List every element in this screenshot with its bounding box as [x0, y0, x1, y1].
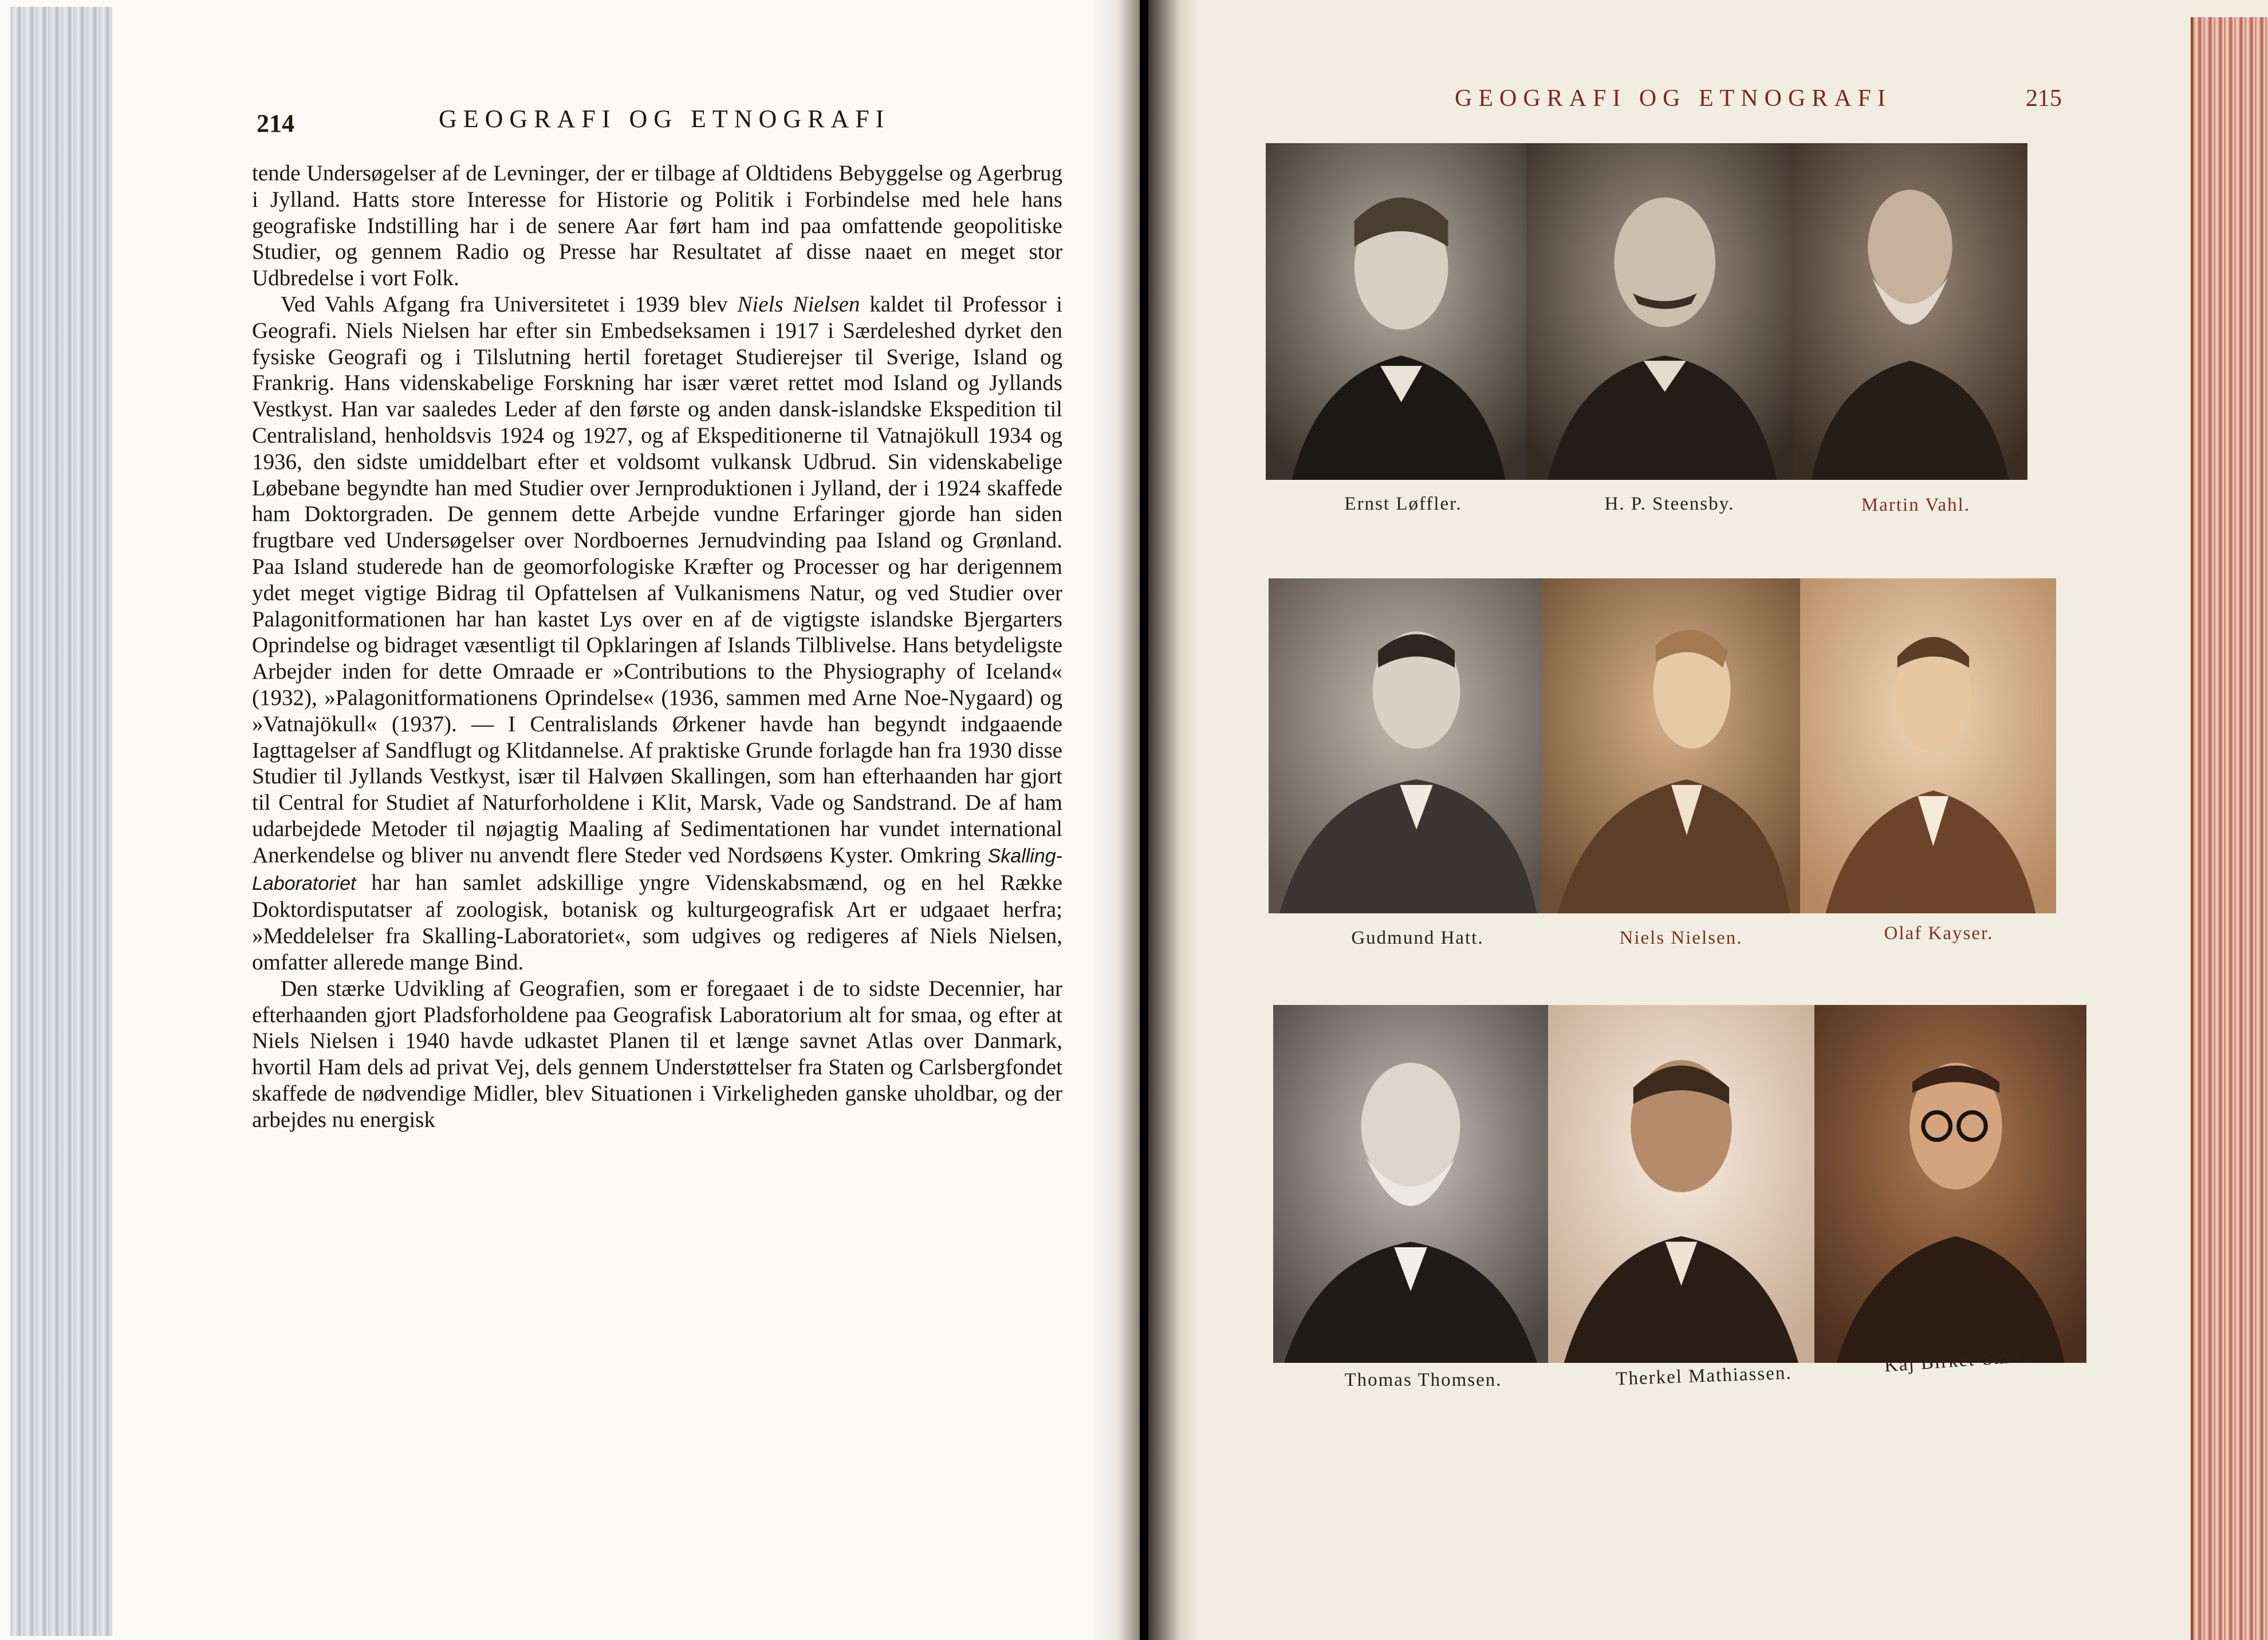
portrait-caption: Niels Nielsen.	[1619, 928, 1743, 948]
page-number: 215	[2026, 85, 2062, 112]
portrait-photo	[1526, 143, 1793, 480]
paragraph: tende Undersøgelser af de Levninger, der er tilbage af Oldtidens Bebyggelse og Agerbrug i Jylland. Hatts store Interesse for Historie og Politik i Forbindelse med hele hans geografiske Indstilling har i de senere Aar ført ham ind paa omfattende geopolitiske Studier, og gennem Radio og Presse har Resultatet af disse naaet en meget stor Udbredelse i vort Folk.	[252, 161, 1062, 291]
portrait-row-3	[1273, 1005, 2086, 1363]
portrait-row-1	[1266, 143, 2027, 480]
italic-name: Skalling-Laboratoriet	[252, 845, 1062, 894]
portrait-caption: Martin Vahl.	[1861, 495, 1971, 515]
portrait-caption: H. P. Steensby.	[1604, 494, 1735, 514]
page-number: 214	[257, 109, 294, 137]
portrait-row-2	[1269, 578, 2056, 913]
italic-name: Niels Nielsen	[737, 291, 860, 317]
portrait-caption: Ernst Løffler.	[1344, 494, 1462, 514]
portrait-photo	[1542, 578, 1800, 913]
running-head: GEOGRAFI OG ETNOGRAFI	[439, 105, 891, 133]
portrait-caption: Gudmund Hatt.	[1351, 928, 1484, 948]
portrait-photo	[1273, 1005, 1548, 1363]
body-text	[252, 160, 1062, 1409]
running-head: GEOGRAFI OG ETNOGRAFI	[1455, 85, 1892, 112]
portrait-caption: Thomas Thomsen.	[1344, 1370, 1502, 1390]
left-page-header	[257, 104, 1064, 150]
portrait-photo	[1793, 143, 2027, 480]
right-page-header	[1455, 85, 2062, 125]
portrait-caption: Therkel Mathiassen.	[1615, 1362, 1793, 1390]
portrait-photo	[1269, 578, 1542, 913]
paragraph: Ved Vahls Afgang fra Universitetet i 1939 blev Niels Nielsen kaldet til Professor i Geografi. Niels Nielsen har efter sin Embedseksamen i 1917 i Særdeleshed dyrket den fysiske Geografi og i Tilslutning hertil foretaget Studierejser til Sverige, Island og Frankrig. Hans videnskabelige Forskning har især været rettet mod Island og Jyllands Vestkyst. Han var saaledes Leder af den første og anden dansk-islandske Ekspedition til Centralisland, henholdsvis 1924 og 1927, og af Ekspeditionerne til Vatnajökull 1934 og 1936, den sidste umiddelbart efter et voldsomt vulkansk Udbrud. Sin videnskabelige Løbebane begyndte han med Studier over Jernproduktionen i Jylland, der i 1924 skaffede ham Doktorgraden. De gennem dette Arbejde vundne Erfaringer gjorde han siden frugtbare ved Undersøgelser over Nordboernes Jernudvinding paa Island og Grønland. Paa Island studerede han de geomorfologiske Kræfter og Processer og har derigennem ydet meget vigtige Bidrag til Opfattelsen af Vulkanismens Natur, og ved Studier over Palagonitformationen har han kastet Lys over en af de vigtigste islandske Bjergarters Oprindelse og bidraget væsentligt til Opklaringen af Islands Tilblivelse. Hans betydeligste Arbejder inden for dette Omraade er »Contributions to the Physiography of Iceland« (1932), »Palagonitformationens Oprindelse« (1936, sammen med Arne Noe-Nygaard) og »Vatnajökull« (1937). — I Centralislands Ørkener havde han begyndt indgaaende Iagttagelser af Sandflugt og Klitdannelse. Af praktiske Grunde forlagde han fra 1930 disse Studier til Jyllands Vestkyst, især til Halvøen Skallingen, som han efterhaanden har gjort til Central for Studiet af Naturforholdene i Klit, Marsk, Vade og Sandstrand. De af ham udarbejdede Metoder til nøjagtig Maaling af Sedimentationen har vundet international Anerkendelse og bliver nu anvendt flere Steder ved Nordsøens Kyster. Omkring Skalling-Laboratoriet har han samlet adskillige yngre Videnskabsmænd, og en hel Række Doktordisputatser af zoologisk, botanisk og kulturgeografisk Art er udgaaet herfra; »Meddelelser fra Skalling-Laboratoriet«, som udgives og redigeres af Niels Nielsen, omfatter allerede mange Bind.	[252, 291, 1062, 975]
portrait-photo	[1266, 143, 1526, 480]
portrait-caption: Olaf Kayser.	[1884, 923, 1994, 944]
portrait-caption: Kaj Birket-Smith.	[1883, 1345, 2040, 1377]
portrait-photo	[1800, 578, 2056, 913]
paragraph: Den stærke Udvikling af Geografien, som er foregaaet i de to sidste Decennier, har efterhaanden gjort Pladsforholdene paa Geografisk Laboratorium alt for smaa, og efter at Niels Nielsen i 1940 havde udkastet Planen til et længe savnet Atlas over Danmark, hvortil Ham dels ad privat Vej, dels gennem Understøttelser fra Staten og Carlsbergfondet skaffede de nødvendige Midler, blev Situationen i Virkeligheden ganske uholdbar, og der arbejdes nu energisk	[252, 976, 1062, 1132]
portrait-photo	[1814, 1005, 2086, 1363]
page-edges-left	[10, 7, 112, 1636]
right-page	[1148, 0, 2268, 1640]
book-gutter-right	[1148, 0, 1200, 1640]
page-edges-right	[2191, 17, 2268, 1640]
portrait-photo	[1548, 1005, 1814, 1363]
book-gutter-left	[1091, 0, 1140, 1640]
